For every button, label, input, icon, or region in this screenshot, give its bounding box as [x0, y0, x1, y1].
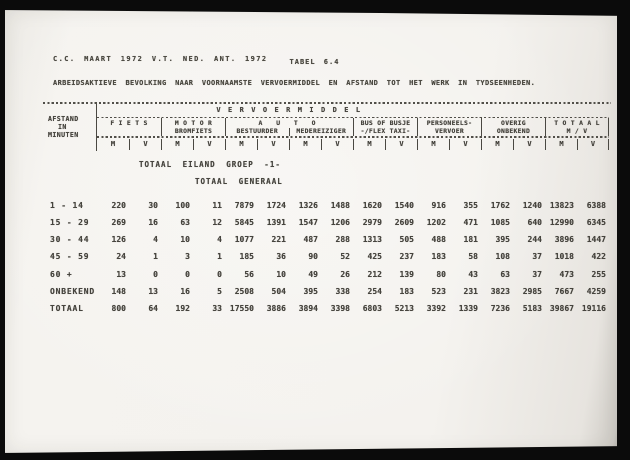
table-cell: 212 — [367, 269, 382, 279]
table-cell: 30 — [148, 200, 158, 210]
table-cell: 10 — [276, 269, 286, 279]
table-cell: 488 — [431, 235, 446, 245]
table-cell: 220 — [111, 200, 126, 210]
group-label: M / V — [566, 126, 588, 135]
group-personeelsvervoer — [417, 118, 481, 136]
census-title: C.C. MAART 1972 V.T. NED. ANT. 1972 — [53, 55, 268, 63]
table-cell: 3896 — [554, 235, 574, 245]
corner-line: MINUTEN — [48, 131, 79, 139]
table-cell: 11 — [212, 200, 222, 210]
table-cell: 13 — [116, 269, 126, 279]
table-cell: 640 — [527, 217, 542, 227]
table-cell: 2508 — [234, 286, 254, 296]
row-label: TOTAAL — [50, 304, 84, 314]
table-cell: 49 — [308, 269, 318, 279]
table-cell: 185 — [239, 252, 254, 262]
sex-col-header: V — [321, 139, 353, 150]
table-cell: 1085 — [490, 217, 510, 227]
table-cell: 1547 — [298, 217, 318, 227]
table-cell: 43 — [468, 269, 478, 279]
row-label: ONBEKEND — [50, 286, 95, 296]
table-cell: 1326 — [298, 200, 318, 210]
sex-col-header: V — [385, 139, 417, 150]
table-cell: 1488 — [330, 200, 350, 210]
table-cell: 1018 — [554, 252, 574, 262]
table-cell: 288 — [335, 235, 350, 245]
table-cell: 5183 — [522, 304, 542, 314]
table-cell: 338 — [335, 286, 350, 296]
table-cell: 90 — [308, 252, 318, 262]
table-cell: 100 — [175, 200, 190, 210]
table-cell: 12990 — [549, 217, 574, 227]
sex-col-header: V — [257, 139, 289, 150]
table-cell: 4259 — [586, 286, 606, 296]
table-cell: 0 — [185, 269, 190, 279]
table-cell: 183 — [431, 252, 446, 262]
table-row — [43, 283, 611, 300]
table-header — [43, 104, 609, 151]
group-label: BROMFIETS — [174, 126, 213, 135]
sex-col-header: M — [417, 139, 449, 150]
table-cell: 800 — [111, 304, 126, 314]
group-label: M O T O R — [174, 119, 213, 127]
sex-col-header: M — [110, 139, 116, 148]
group-label: -/FLEX TAXI- — [360, 126, 411, 135]
table-cell: 3398 — [330, 304, 350, 314]
group-overig-onbekend — [481, 118, 545, 136]
table-cell: 3823 — [490, 286, 510, 296]
table-cell: 16 — [148, 217, 158, 227]
sex-col-header: V — [577, 139, 609, 150]
table-cell: 52 — [340, 252, 350, 262]
table-cell: 1240 — [522, 200, 542, 210]
table-cell: 1339 — [458, 304, 478, 314]
row-label: 1 - 14 — [50, 200, 84, 210]
group-label-auto: A U T O — [258, 119, 321, 127]
table-cell: 1206 — [330, 217, 350, 227]
vervoermiddel-span-header — [97, 104, 609, 117]
subgroup-bestuurder: BESTUURDER — [226, 128, 290, 136]
group-label: VERVOER — [434, 126, 465, 135]
table-cell: 39867 — [549, 304, 574, 314]
table-cell: 2979 — [362, 217, 382, 227]
table-cell: 6803 — [362, 304, 382, 314]
row-label: 60 + — [50, 269, 73, 279]
table-cell: 2985 — [522, 286, 542, 296]
group-auto — [225, 118, 353, 136]
subgroup-medereiziger: MEDEREIZIGER — [296, 126, 347, 135]
table-cell: 7667 — [554, 286, 574, 296]
table-cell: 3 — [185, 252, 190, 262]
table-cell: 37 — [532, 269, 542, 279]
table-cell: 231 — [463, 286, 478, 296]
data-table — [43, 102, 611, 318]
sex-col-header: M — [161, 139, 193, 150]
table-cell: 255 — [591, 269, 606, 279]
table-cell: 58 — [468, 252, 478, 262]
table-cell: 64 — [148, 304, 158, 314]
table-cell: 1391 — [266, 217, 286, 227]
row-label: 30 - 44 — [50, 235, 90, 245]
scan-border-left — [0, 0, 5, 460]
table-body — [43, 197, 611, 318]
group-label: F I E T S — [110, 119, 148, 127]
sex-col-header: V — [193, 139, 225, 150]
table-cell: 1 — [217, 252, 222, 262]
document-page — [4, 8, 618, 454]
group-label: PERSONEELS- — [426, 119, 473, 127]
row-label: 45 - 59 — [50, 252, 90, 262]
sex-col-header: M — [545, 139, 577, 150]
sex-col-header: M — [481, 139, 513, 150]
table-row — [43, 197, 611, 214]
vervoermiddel-label: V E R V O E R M I D D E L — [216, 106, 362, 114]
corner-header-afstand-in-minuten — [43, 104, 97, 151]
table-cell: 1202 — [426, 217, 446, 227]
corner-line: AFSTAND — [48, 115, 79, 123]
table-cell: 16 — [180, 286, 190, 296]
table-cell: 13 — [148, 286, 158, 296]
table-number: TABEL 6.4 — [289, 58, 340, 66]
table-cell: 1077 — [234, 235, 254, 245]
table-cell: 916 — [431, 200, 446, 210]
table-cell: 10 — [180, 235, 190, 245]
table-cell: 4 — [153, 235, 158, 245]
group-fiets — [97, 118, 161, 136]
table-cell: 17550 — [229, 304, 254, 314]
table-cell: 395 — [495, 235, 510, 245]
table-cell: 425 — [367, 252, 382, 262]
table-cell: 63 — [500, 269, 510, 279]
table-cell: 221 — [271, 235, 286, 245]
sex-header-row — [97, 138, 609, 151]
table-cell: 108 — [495, 252, 510, 262]
table-cell: 4 — [217, 235, 222, 245]
sex-col-header: V — [513, 139, 545, 150]
table-cell: 12 — [212, 217, 222, 227]
table-cell: 126 — [111, 235, 126, 245]
group-label: ONBEKEND — [496, 126, 531, 135]
sex-col-header: M — [353, 139, 385, 150]
table-cell: 37 — [532, 252, 542, 262]
table-cell: 6388 — [586, 200, 606, 210]
table-cell: 269 — [111, 217, 126, 227]
table-cell: 63 — [180, 217, 190, 227]
sex-col-header: M — [225, 139, 257, 150]
table-cell: 26 — [340, 269, 350, 279]
document-title-row — [53, 55, 339, 66]
table-cell: 3392 — [426, 304, 446, 314]
table-cell: 5 — [217, 286, 222, 296]
group-label: BUS OF BUSJE — [360, 119, 411, 127]
table-cell: 237 — [399, 252, 414, 262]
table-cell: 471 — [463, 217, 478, 227]
table-cell: 487 — [303, 235, 318, 245]
group-bus-of-busje — [353, 118, 417, 136]
table-cell: 80 — [436, 269, 446, 279]
table-cell: 36 — [276, 252, 286, 262]
table-cell: 0 — [153, 269, 158, 279]
group-totaal — [545, 118, 609, 136]
table-row — [43, 214, 611, 231]
table-cell: 6345 — [586, 217, 606, 227]
table-row — [43, 300, 611, 317]
table-cell: 5845 — [234, 217, 254, 227]
table-cell: 1724 — [266, 200, 286, 210]
table-cell: 2609 — [394, 217, 414, 227]
table-cell: 183 — [399, 286, 414, 296]
table-row — [43, 248, 611, 265]
table-cell: 24 — [116, 252, 126, 262]
group-label: OVERIG — [501, 119, 526, 127]
table-cell: 473 — [559, 269, 574, 279]
table-row — [43, 266, 611, 283]
table-cell: 56 — [244, 269, 254, 279]
table-cell: 523 — [431, 286, 446, 296]
table-cell: 7236 — [490, 304, 510, 314]
table-cell: 505 — [399, 235, 414, 245]
table-cell: 1620 — [362, 200, 382, 210]
table-cell: 244 — [527, 235, 542, 245]
group-motor-bromfiets — [161, 118, 225, 136]
table-cell: 5213 — [394, 304, 414, 314]
table-cell: 7879 — [234, 200, 254, 210]
corner-line: IN — [58, 123, 67, 131]
scan-border-right — [617, 0, 630, 460]
table-cell: 422 — [591, 252, 606, 262]
table-cell: 3886 — [266, 304, 286, 314]
table-cell: 19116 — [581, 304, 606, 314]
table-cell: 0 — [217, 269, 222, 279]
sex-col-header: V — [449, 139, 481, 150]
table-cell: 33 — [212, 304, 222, 314]
table-cell: 504 — [271, 286, 286, 296]
table-cell: 1 — [153, 252, 158, 262]
table-cell: 1540 — [394, 200, 414, 210]
table-cell: 395 — [303, 286, 318, 296]
group-header-row — [97, 118, 609, 136]
subtitle-eiland-groep: TOTAAL EILAND GROEP -1- — [139, 159, 281, 169]
table-cell: 181 — [463, 235, 478, 245]
table-cell: 355 — [463, 200, 478, 210]
table-cell: 13823 — [549, 200, 574, 210]
table-cell: 254 — [367, 286, 382, 296]
sex-col-header: V — [129, 139, 161, 150]
table-caption: ARBEIDSAKTIEVE BEVOLKING NAAR VOORNAAMSTE VERVOERMIDDEL EN AFSTAND TOT HET WERK IN TYDSEENHEDEN. — [53, 79, 536, 87]
table-cell: 139 — [399, 269, 414, 279]
table-cell: 192 — [175, 304, 190, 314]
subtitle-totaal-generaal: TOTAAL GENERAAL — [195, 176, 283, 186]
table-row — [43, 231, 611, 248]
table-cell: 1762 — [490, 200, 510, 210]
table-cell: 148 — [111, 286, 126, 296]
row-label: 15 - 29 — [50, 217, 90, 227]
group-label: T O T A A L — [554, 119, 600, 127]
table-cell: 1313 — [362, 235, 382, 245]
table-cell: 1447 — [586, 235, 606, 245]
sex-col-header: M — [289, 139, 321, 150]
table-cell: 3894 — [298, 304, 318, 314]
